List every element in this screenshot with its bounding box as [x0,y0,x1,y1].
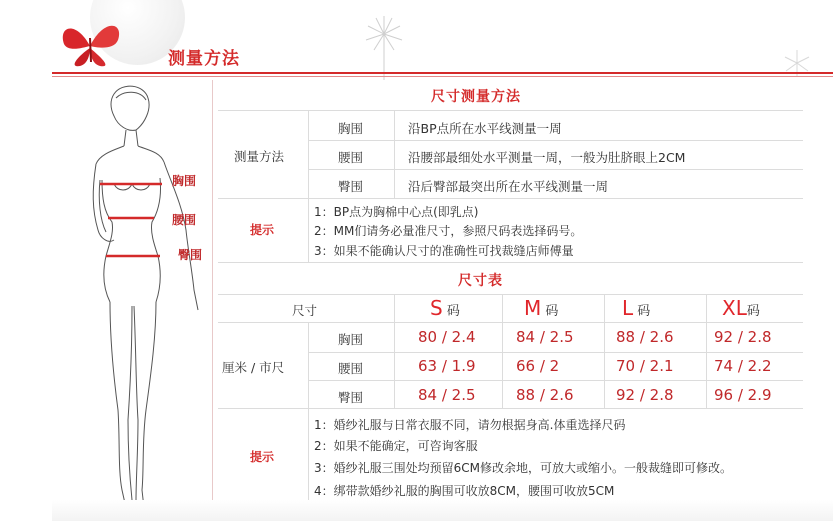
col-divider [308,198,309,262]
size-value: 88 / 2.6 [516,386,574,404]
bottom-fade [52,500,833,521]
col-divider [394,110,395,198]
row-divider [218,294,803,295]
size-value: 92 / 2.8 [714,328,772,346]
measure-row-desc: 沿腰部最细处水平测量一周，一般为肚脐眼上2CM [408,150,686,165]
measure-tip-label: 提示 [250,223,275,237]
row-divider [218,322,803,323]
header-divider-thin [52,76,833,77]
size-value: 70 / 2.1 [616,357,674,375]
size-tip: 4：绑带款婚纱礼服的胸围可收放8CM，腰围可收放5CM [314,484,615,498]
col-divider [308,408,309,500]
row-divider [308,352,803,353]
row-divider [308,380,803,381]
size-header-s: S 码 [430,296,460,320]
size-value: 74 / 2.2 [714,357,772,375]
figure-divider [212,80,213,500]
size-value: 96 / 2.9 [714,386,772,404]
size-tip: 3：婚纱礼服三围处均预留6CM修改余地，可放大或缩小。一般裁缝即可修改。 [314,461,733,475]
header-title: 测量方法 [168,49,240,69]
measure-tip: 2：MM们请务必量准尺寸，参照尺码表选择码号。 [314,224,583,238]
size-header-l: L 码 [622,296,651,320]
measure-row-name: 胸围 [338,121,364,136]
measure-group-label: 测量方法 [234,149,285,164]
size-row-name: 腰围 [338,361,364,376]
row-divider [218,262,803,263]
figure-label-bust: 胸围 [172,174,197,188]
size-tip: 2：如果不能确定，可咨询客服 [314,439,478,453]
size-row-name: 胸围 [338,332,364,347]
size-header-m: M 码 [524,296,559,320]
row-divider [308,140,803,141]
row-divider [218,110,803,111]
col-divider [394,294,395,408]
size-header-xl: XL码 [722,296,760,320]
measure-section-title: 尺寸测量方法 [431,89,521,105]
body-figure-illustration [52,80,212,520]
col-divider [502,294,503,408]
header-divider [52,72,833,74]
col-divider [308,110,309,198]
measure-tip: 3：如果不能确认尺寸的准确性可找裁缝店师傅量 [314,244,574,258]
size-value: 63 / 1.9 [418,357,476,375]
figure-label-waist: 腰围 [172,213,197,227]
size-row-name: 臀围 [338,390,364,405]
size-tip: 1：婚纱礼服与日常衣服不同，请勿根据身高.体重选择尺码 [314,418,626,432]
size-col-label: 尺寸 [292,303,318,318]
col-divider [604,294,605,408]
measure-row-name: 腰围 [338,150,364,165]
col-divider [706,294,707,408]
measure-row-desc: 沿BP点所在水平线测量一周 [408,121,562,136]
row-divider [218,408,803,409]
measure-row-desc: 沿后臀部最突出所在水平线测量一周 [408,179,609,194]
butterfly-icon [58,18,124,70]
col-divider [308,322,309,408]
size-value: 80 / 2.4 [418,328,476,346]
row-divider [218,198,803,199]
size-tip-label: 提示 [250,450,275,464]
size-value: 84 / 2.5 [516,328,574,346]
row-divider [308,169,803,170]
size-value: 84 / 2.5 [418,386,476,404]
size-value: 92 / 2.8 [616,386,674,404]
measure-row-name: 臀围 [338,179,364,194]
unit-label: 厘米 / 市尺 [222,360,285,375]
measure-tip: 1：BP点为胸棉中心点(即乳点) [314,205,479,219]
size-value: 66 / 2 [516,357,560,375]
figure-label-hip: 臀围 [178,248,203,262]
size-section-title: 尺寸表 [458,273,503,289]
size-value: 88 / 2.6 [616,328,674,346]
